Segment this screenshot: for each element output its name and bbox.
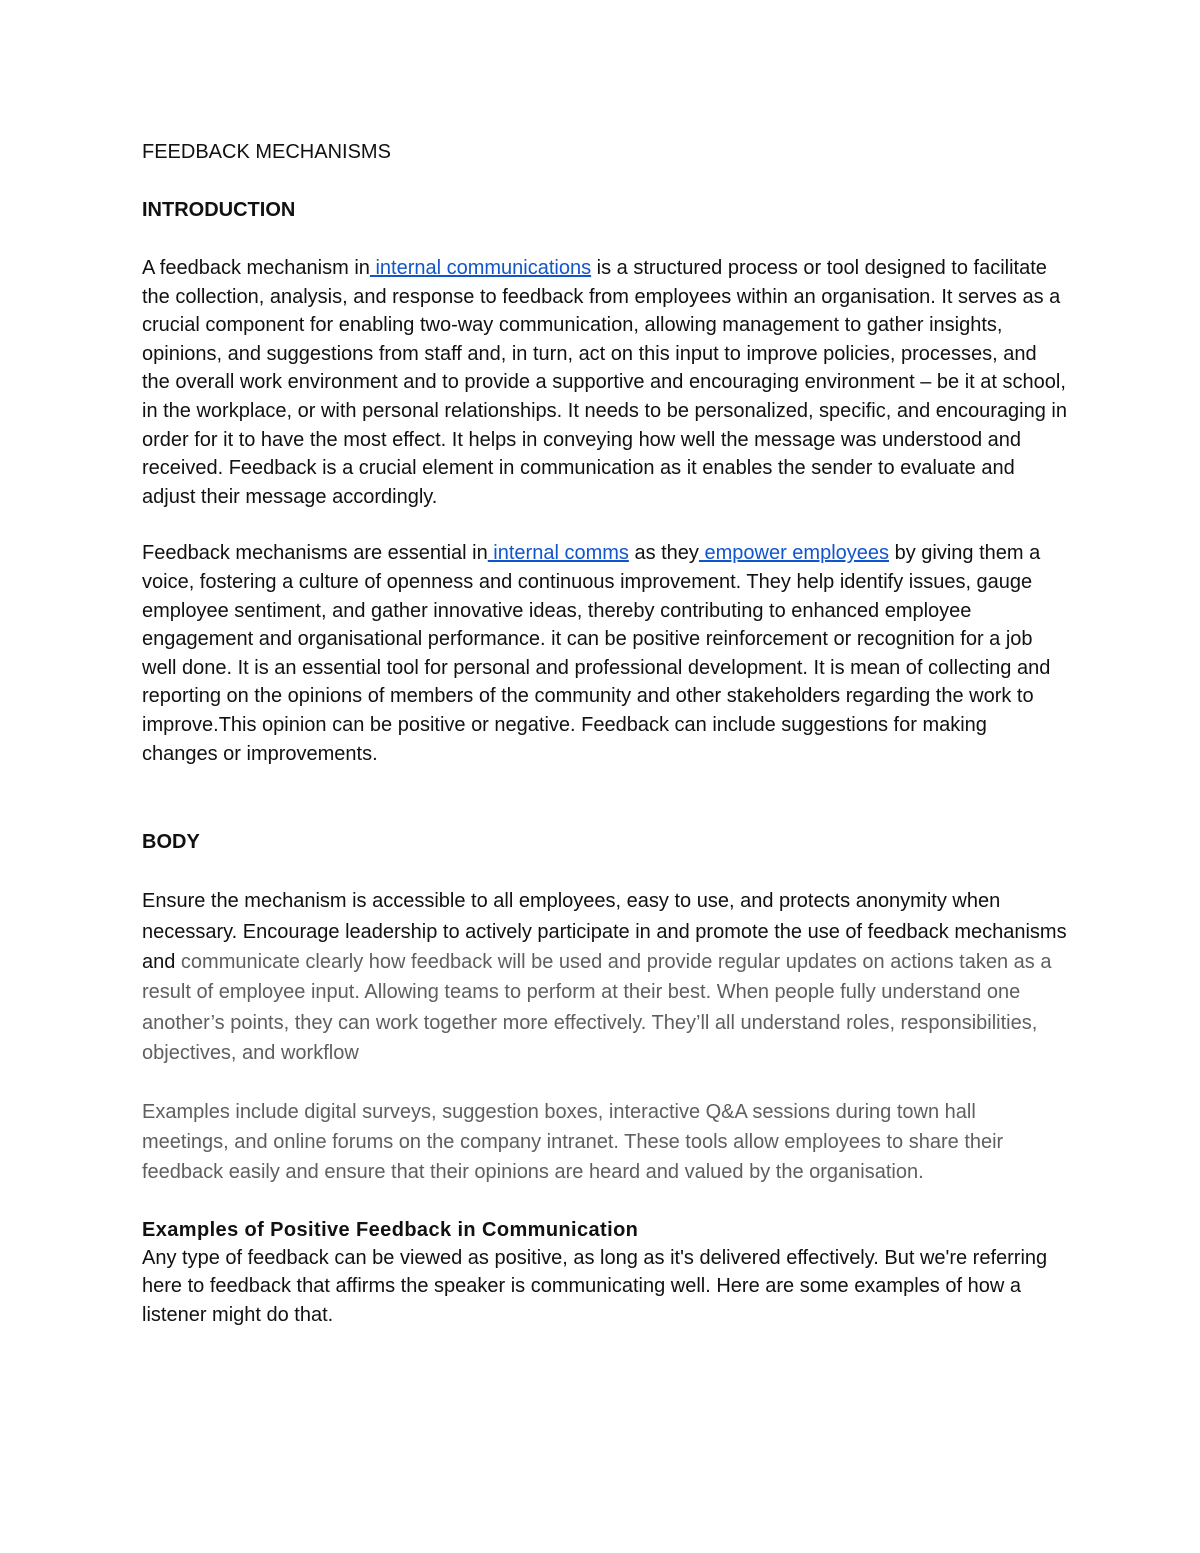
introduction-heading: INTRODUCTION	[142, 199, 296, 221]
body-paragraph-2: Examples include digital surveys, suggestion boxes, interactive Q&A sessions during town hall meetings, and online forums on the company intranet. These tools allow employees to share their feedback easily and ensure that their opinions are heard and valued by the organisation.	[142, 1100, 1004, 1184]
body-p1-dark-text: Ensure the mechanism is accessible to all employees, easy to use, and protects anonymity when necessary. Encourage leadership to actively participate in and promote the use of feedback mechanisms and	[142, 890, 1067, 973]
internal-communications-link[interactable]: internal communications	[369, 257, 592, 279]
empower-employees-link[interactable]: empower employees	[698, 542, 890, 565]
intro-p2-text-start: Feedback mechanisms are essential in	[142, 542, 488, 565]
body-paragraph-1	[142, 886, 1067, 1068]
intro-p1-text-start: A feedback mechanism in	[142, 257, 370, 279]
introduction-paragraph-2	[142, 539, 1067, 768]
positive-feedback-subheading: Examples of Positive Feedback in Communication	[142, 1218, 639, 1241]
body-p1-gray-text: communicate clearly how feedback will be used and provide regular updates on actions taken as a result of employee input. Allowing teams to perform at their best. When people fully understand one another’s points, they can work together more effectively. They’ll all understand roles, responsibilities, objectives, and workflow	[142, 950, 1052, 1065]
intro-p1-text-rest: is a structured process or tool designed to facilitate the collection, analysis, and response to feedback from employees within an organisation. It serves as a crucial component for enabling two-way communication, allowing management to gather insights, opinions, and suggestions from staff and, in turn, act on this input to improve policies, processes, and the overall work environment and to provide a supportive and encouraging environment – be it at school, in the workplace, or with personal relationships. It needs to be personalized, specific, and encouraging in order for it to have the most effect. It helps in conveying how well the message was understood and received. Feedback is a crucial element in communication as it enables the sender to evaluate and adjust their message accordingly.	[142, 257, 1067, 508]
intro-p2-text-middle: as they	[628, 542, 699, 565]
section-spacer	[142, 796, 1067, 828]
document-title: FEEDBACK MECHANISMS	[142, 141, 391, 163]
body-heading: BODY	[142, 831, 200, 854]
intro-p2-text-rest: by giving them a voice, fostering a culture of openness and continuous improvement. They help identify issues, gauge employee sentiment, and gather innovative ideas, thereby contributing to enhanced employee engagement and organisational performance. it can be positive reinforcement or recognition for a job well done. It is an essential tool for personal and professional development. It is mean of collecting and reporting on the opinions of members of the community and other stakeholders regarding the work to improve.This opinion can be positive or negative. Feedback can include suggestions for making changes or improvements.	[142, 542, 1051, 765]
body-paragraph-3: Any type of feedback can be viewed as positive, as long as it's delivered effectively. But we're referring here to feedback that affirms the speaker is communicating well. Here are some examples of how a listener might do that.	[142, 1246, 1048, 1326]
introduction-paragraph-1	[142, 254, 1067, 511]
document-page	[142, 138, 1067, 1358]
internal-comms-link[interactable]: internal comms	[487, 542, 629, 565]
